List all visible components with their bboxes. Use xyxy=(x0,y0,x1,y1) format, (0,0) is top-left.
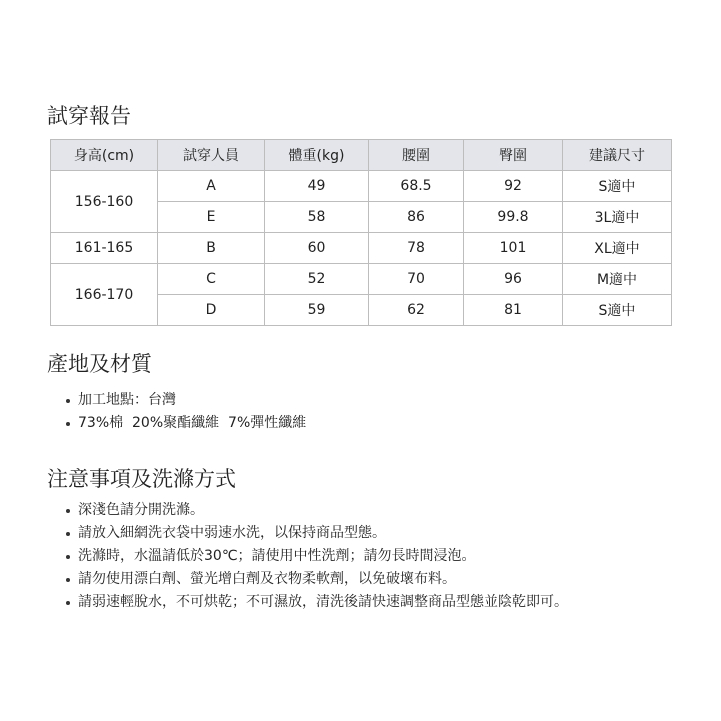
list-item-text: 請放入細網洗衣袋中弱速水洗，以保持商品型態。 xyxy=(78,525,386,541)
person-cell: E xyxy=(158,202,265,233)
person-cell: D xyxy=(158,295,265,326)
list-item xyxy=(66,545,568,568)
list-item xyxy=(66,568,568,591)
list-item-text: 請勿使用漂白劑、螢光增白劑及衣物柔軟劑，以免破壞布料。 xyxy=(78,571,456,587)
waist-cell: 86 xyxy=(369,202,464,233)
table-row xyxy=(51,233,672,264)
header-weight: 體重(kg) xyxy=(265,140,369,171)
bullet-icon xyxy=(66,578,70,582)
hip-cell: 99.8 xyxy=(464,202,563,233)
table-row xyxy=(51,264,672,295)
hip-cell: 92 xyxy=(464,171,563,202)
bullet-icon xyxy=(66,601,70,605)
list-item xyxy=(66,412,306,435)
size-cell: M適中 xyxy=(563,264,672,295)
list-item-text: 洗滌時，水溫請低於30℃；請使用中性洗劑；請勿長時間浸泡。 xyxy=(78,548,476,564)
weight-cell: 58 xyxy=(265,202,369,233)
header-height: 身高(cm) xyxy=(51,140,158,171)
header-person: 試穿人員 xyxy=(158,140,265,171)
size-cell: XL適中 xyxy=(563,233,672,264)
waist-cell: 68.5 xyxy=(369,171,464,202)
weight-cell: 59 xyxy=(265,295,369,326)
fitting-report-table xyxy=(50,139,672,326)
fitting-report-title: 試穿報告 xyxy=(47,104,131,128)
care-instructions-list xyxy=(66,499,568,614)
bullet-icon xyxy=(66,532,70,536)
list-item xyxy=(66,499,568,522)
care-instructions-title: 注意事項及洗滌方式 xyxy=(47,467,236,491)
height-cell: 156-160 xyxy=(51,171,158,233)
waist-cell: 78 xyxy=(369,233,464,264)
bullet-icon xyxy=(66,509,70,513)
origin-material-list xyxy=(66,389,306,435)
size-cell: S適中 xyxy=(563,171,672,202)
hip-cell: 96 xyxy=(464,264,563,295)
person-cell: C xyxy=(158,264,265,295)
weight-cell: 60 xyxy=(265,233,369,264)
size-cell: 3L適中 xyxy=(563,202,672,233)
list-item-text: 加工地點：台灣 xyxy=(78,392,176,408)
person-cell: A xyxy=(158,171,265,202)
height-cell: 161-165 xyxy=(51,233,158,264)
height-cell: 166-170 xyxy=(51,264,158,326)
list-item-text: 深淺色請分開洗滌。 xyxy=(78,502,204,518)
waist-cell: 70 xyxy=(369,264,464,295)
origin-material-title: 產地及材質 xyxy=(47,352,152,376)
waist-cell: 62 xyxy=(369,295,464,326)
list-item xyxy=(66,389,306,412)
bullet-icon xyxy=(66,399,70,403)
header-hip: 臀圍 xyxy=(464,140,563,171)
hip-cell: 81 xyxy=(464,295,563,326)
weight-cell: 49 xyxy=(265,171,369,202)
bullet-icon xyxy=(66,422,70,426)
list-item xyxy=(66,522,568,545)
table-header-row xyxy=(51,140,672,171)
weight-cell: 52 xyxy=(265,264,369,295)
size-cell: S適中 xyxy=(563,295,672,326)
list-item-text: 73%棉 20%聚酯纖維 7%彈性纖維 xyxy=(78,415,307,431)
bullet-icon xyxy=(66,555,70,559)
table-row xyxy=(51,171,672,202)
list-item-text: 請弱速輕脫水，不可烘乾；不可濕放，清洗後請快速調整商品型態並陰乾即可。 xyxy=(78,594,568,610)
person-cell: B xyxy=(158,233,265,264)
hip-cell: 101 xyxy=(464,233,563,264)
header-waist: 腰圍 xyxy=(369,140,464,171)
list-item xyxy=(66,591,568,614)
header-suggested-size: 建議尺寸 xyxy=(563,140,672,171)
